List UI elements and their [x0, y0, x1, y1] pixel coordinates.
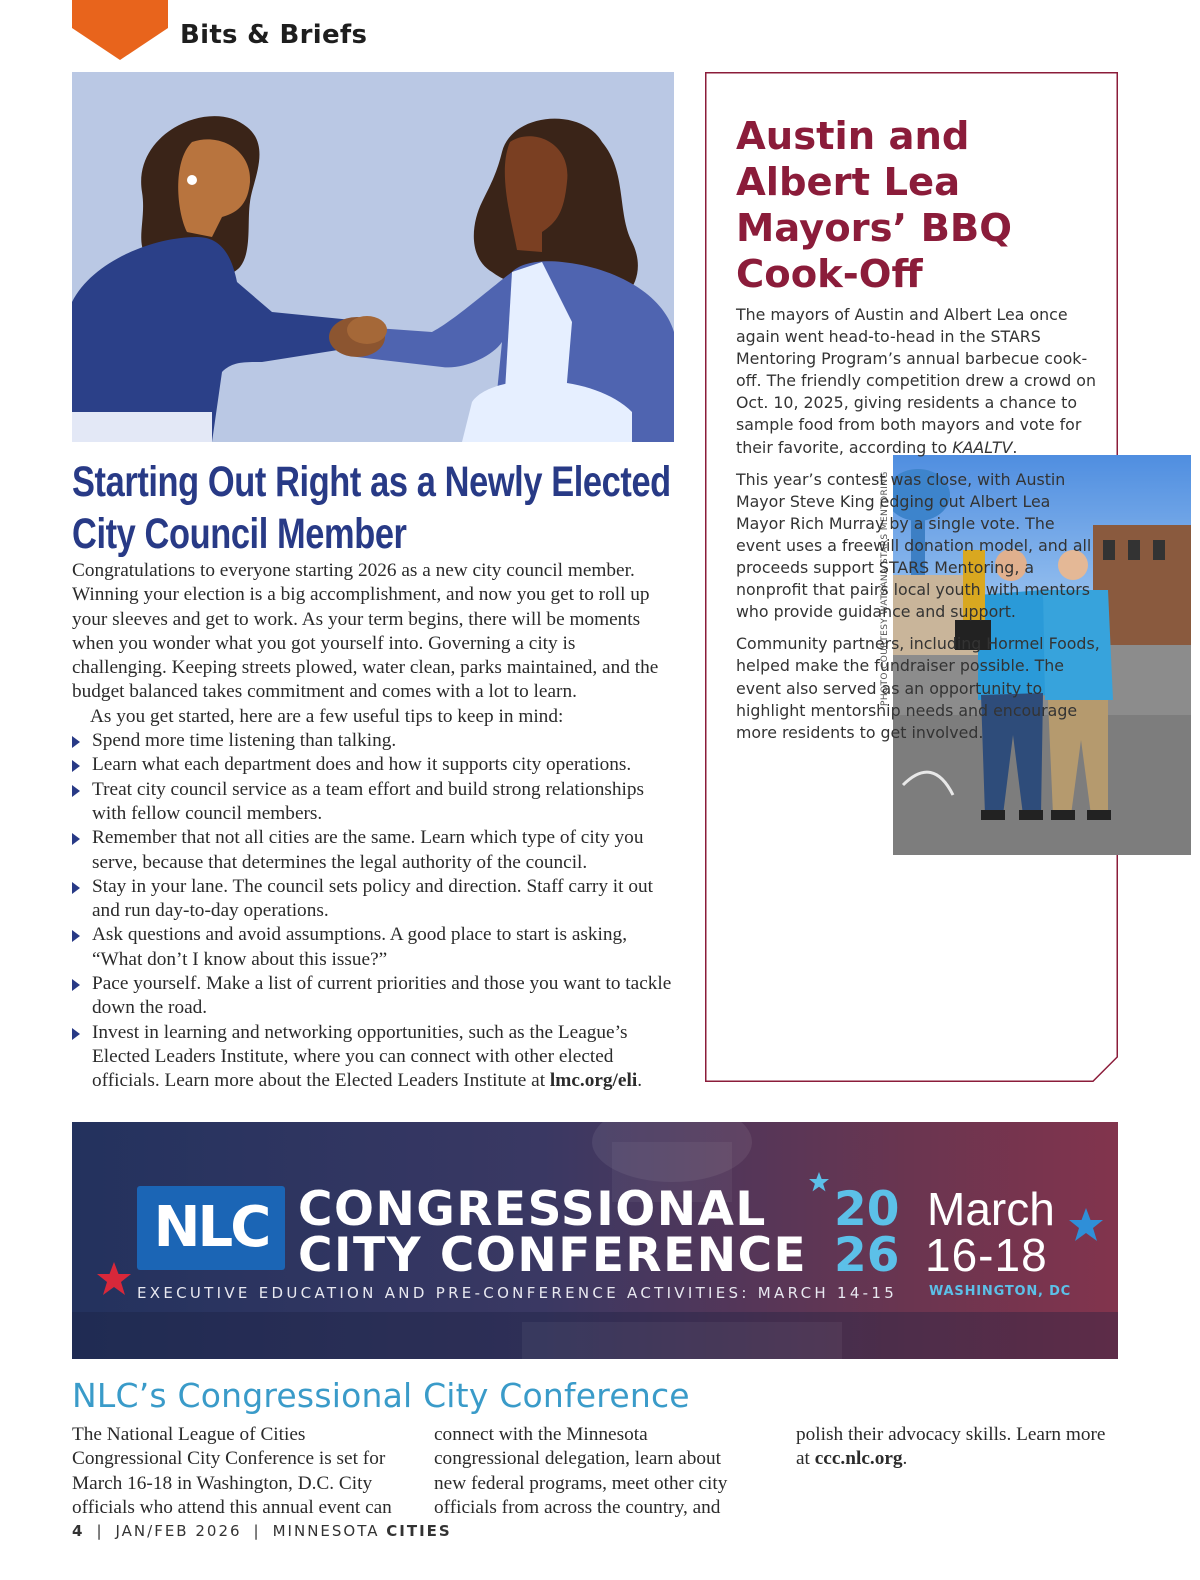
red-star-icon — [96, 1262, 132, 1296]
bullet-arrow-icon — [72, 785, 80, 797]
section-tab-marker — [72, 0, 168, 60]
small-blue-star-icon — [808, 1172, 830, 1192]
bullet-arrow-icon — [72, 930, 80, 942]
magazine-name-light: MINNESOTA — [272, 1522, 380, 1540]
tips-list — [72, 729, 672, 1093]
nlc-logo: NLC — [153, 1195, 269, 1260]
photo-credit: PHOTO COURTESY WATSANA STARS MENTORING — [880, 471, 890, 706]
tip-text: Pace yourself. Make a list of current priorities and those you want to tackle down the road. — [92, 973, 672, 1019]
section-title: Bits & Briefs — [180, 20, 368, 50]
nlc-article-body — [72, 1423, 1118, 1520]
nlc-paragraph — [72, 1423, 1118, 1520]
tip-item — [72, 778, 672, 827]
tip-text: Spend more time listening than talking. — [92, 730, 397, 752]
tip-item — [72, 753, 672, 777]
magazine-name-bold: CITIES — [386, 1522, 452, 1540]
banner-title-line-1: CONGRESSIONAL — [298, 1182, 767, 1237]
tip-text: Remember that not all cities are the same. Learn which type of city you serve, because that determines the legal authority of the council. — [92, 827, 644, 873]
tips-lead: As you get started, here are a few useful tips to keep in mind: — [90, 705, 564, 727]
issue-date: JAN/FEB 2026 — [115, 1522, 242, 1540]
eli-link[interactable]: lmc.org/eli — [549, 1070, 638, 1092]
tip-item — [72, 1021, 672, 1094]
left-article-headline: Starting Out Right as a Newly Elected City Council Member — [72, 458, 671, 558]
bbq-paragraph-1 — [736, 304, 1100, 459]
left-article-intro: Congratulations to everyone starting 2026 as a new city council member. Winning your election is a big accomplishment, and now you get to roll up your sleeves and get to work. As your term begins, there will be moments when you wonder what you got yourself into. Governing a city is challenging. Keeping streets plowed, water clean, parks maintained, and the budget balanced takes commitment and comes with a lot to learn. — [72, 560, 659, 703]
bbq-paragraph-2: This year’s contest was close, with Austin Mayor Steve King edging out Albert Lea Mayor Rich Murray by a single vote. The event uses a freewill donation model, and all proceeds support STARS Mentoring, a nonprofit that pairs local youth with mentors who provide guidance and support. — [736, 469, 1092, 622]
ccc-link[interactable]: ccc.nlc.org — [814, 1448, 903, 1470]
banner-title-line-2: CITY CONFERENCE — [298, 1228, 808, 1283]
tip-text: Ask questions and avoid assumptions. A good place to start is asking, “What don’t I know about this issue?” — [92, 924, 628, 970]
page-number: 4 — [72, 1522, 85, 1540]
bullet-arrow-icon — [72, 882, 80, 894]
footer-divider: | — [96, 1522, 104, 1540]
bbq-article-body — [736, 304, 1100, 754]
banner-location: WASHINGTON, DC — [929, 1284, 1072, 1299]
bullet-arrow-icon — [72, 979, 80, 991]
bbq-paragraph-3: Community partners, including Hormel Foods, helped make the fundraiser possible. The event also served as an opportunity to highlight mentorship needs and encourage more residents to get involved. — [736, 634, 1100, 742]
bbq-para1-text: The mayors of Austin and Albert Lea once again went head-to-head in the STARS Mentoring Program’s annual barbecue cook-off. The friendly competition drew a crowd on Oct. 10, 2025, giving residents a chance to sample food from both mayors and vote for their favorite, according to — [736, 305, 1096, 457]
tip-text: Invest in learning and networking opportunities, such as the League’s Elected Leaders Institute, where you can connect with other elected officials. Learn more about the Elected Leaders Institute at — [92, 1021, 628, 1092]
tip-text: Stay in your lane. The council sets policy and direction. Staff carry it out and run day-to-day operations. — [92, 875, 653, 922]
left-article-body — [72, 559, 672, 1094]
banner-year-bottom: 26 — [834, 1228, 900, 1283]
tip-text: Learn what each department does and how it supports city operations. — [92, 754, 632, 776]
handshake-illustration — [72, 72, 674, 442]
footer-divider: | — [253, 1522, 261, 1540]
tip-item — [72, 875, 672, 924]
tip-text: Treat city council service as a team effort and build strong relationships with fellow council members. — [92, 778, 645, 824]
banner-month: March — [927, 1183, 1055, 1235]
kaaltv-source: KAALTV — [952, 437, 1013, 457]
page-footer — [72, 1522, 452, 1540]
bullet-arrow-icon — [72, 736, 80, 748]
bbq-headline: Austin and Albert Lea Mayors’ BBQ Cook-Off — [736, 114, 1013, 297]
tip-item — [72, 826, 672, 875]
tip-item — [72, 923, 672, 972]
bullet-arrow-icon — [72, 833, 80, 845]
tip-item — [72, 972, 672, 1021]
bbq-para1-end: . — [1012, 437, 1018, 457]
banner-year-top: 20 — [834, 1182, 900, 1237]
nlc-body-text: The National League of Cities Congressional City Conference is set for March 16-18 in Washington, D.C. City officials who attend this annual event can connect with the Minnesota congressional delegation, learn about new federal programs, meet other city officials from across the country, and polish their advocacy skills. Learn more at — [72, 1424, 1106, 1518]
banner-exec-education: EXECUTIVE EDUCATION AND PRE-CONFERENCE ACTIVITIES: MARCH 14-15 — [137, 1284, 898, 1302]
banner-days: 16-18 — [925, 1229, 1048, 1281]
tip-item — [72, 729, 672, 753]
nlc-article-headline: NLC’s Congressional City Conference — [72, 1376, 690, 1415]
blue-star-icon — [1068, 1208, 1104, 1242]
nlc-body-end: . — [902, 1448, 908, 1470]
bullet-arrow-icon — [72, 1028, 80, 1040]
bullet-arrow-icon — [72, 760, 80, 772]
tip-text-end: . — [637, 1070, 643, 1092]
